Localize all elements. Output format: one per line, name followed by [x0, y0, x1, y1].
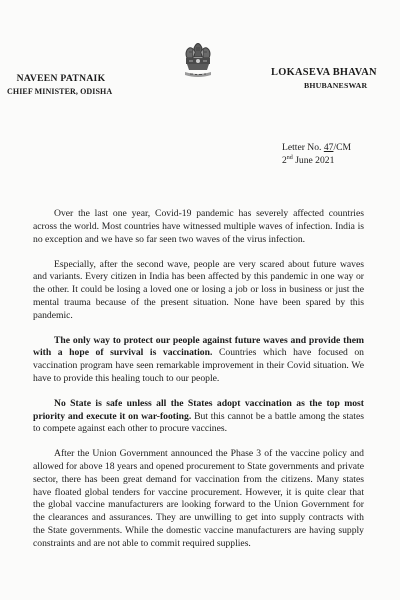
sender-block	[7, 72, 157, 98]
office-block	[271, 66, 396, 92]
date-rest: June 2021	[295, 155, 335, 166]
paragraph-1: Over the last one year, Covid-19 pandemic has severely affected countries across the world. Most countries have witnessed multiple waves of infection. India is no exception and we have so far seen two waves of the virus infection.	[33, 208, 364, 245]
letter-date	[282, 154, 351, 167]
letter-number-line	[282, 141, 351, 154]
office-name: LOKASEVA BHAVAN	[271, 67, 377, 78]
paragraph-4-text: But this cannot be a battle among the states to compete against each other to procure vaccines.	[33, 410, 365, 435]
paragraph-5: After the Union Government announced the Phase 3 of the vaccine policy and allowed for above 18 years and opened procurement to State governments and private sector, there has been great demand for vaccination from the citizens. Many states have floated global tenders for vaccine procurement. However, it is quite clear that the global vaccine manufacturers are looking forward to the Union Government for the clearances and assurances. They are unwilling to get into supply contracts with the State governments. While the domestic vaccine manufacturers are having supply constraints and are not able to commit required supplies.	[33, 448, 364, 549]
sender-name: NAVEEN PATNAIK	[16, 73, 106, 84]
paragraph-3-emphasis: The only way to protect our people against future waves and provide them with a hope of survival is vaccination.	[33, 334, 364, 359]
state-emblem-icon	[181, 40, 215, 92]
date-day: 2	[282, 155, 287, 166]
sender-title: CHIEF MINISTER, ODISHA	[7, 87, 113, 96]
letter-body	[33, 208, 364, 550]
letter-reference	[282, 141, 351, 167]
office-city: BHUBANESWAR	[304, 81, 368, 90]
paragraph-4	[33, 398, 364, 436]
letter-number: 47	[323, 142, 334, 153]
letter-suffix: /CM	[333, 142, 352, 153]
letter-prefix: Letter No.	[282, 142, 322, 153]
paragraph-4-emphasis: No State is safe unless all the States adopt vaccination as the top most priority and execute it on war-footing.	[33, 397, 364, 422]
date-suffix: nd	[286, 154, 293, 161]
paragraph-3	[33, 335, 364, 386]
paragraph-2: Especially, after the second wave, people are very scared about future waves and variants. Every citizen in India has been affected by this pandemic in one way or the other. It could be losing a loved one or losing a job or loss in business or just the mental trauma because of the present situation. None have been spared by this pandemic.	[33, 258, 364, 321]
paragraph-3-text: Countries which have focused on vaccination program have seen remarkable improvement in their Covid situation. We have to provide this healing touch to our people.	[33, 347, 364, 384]
